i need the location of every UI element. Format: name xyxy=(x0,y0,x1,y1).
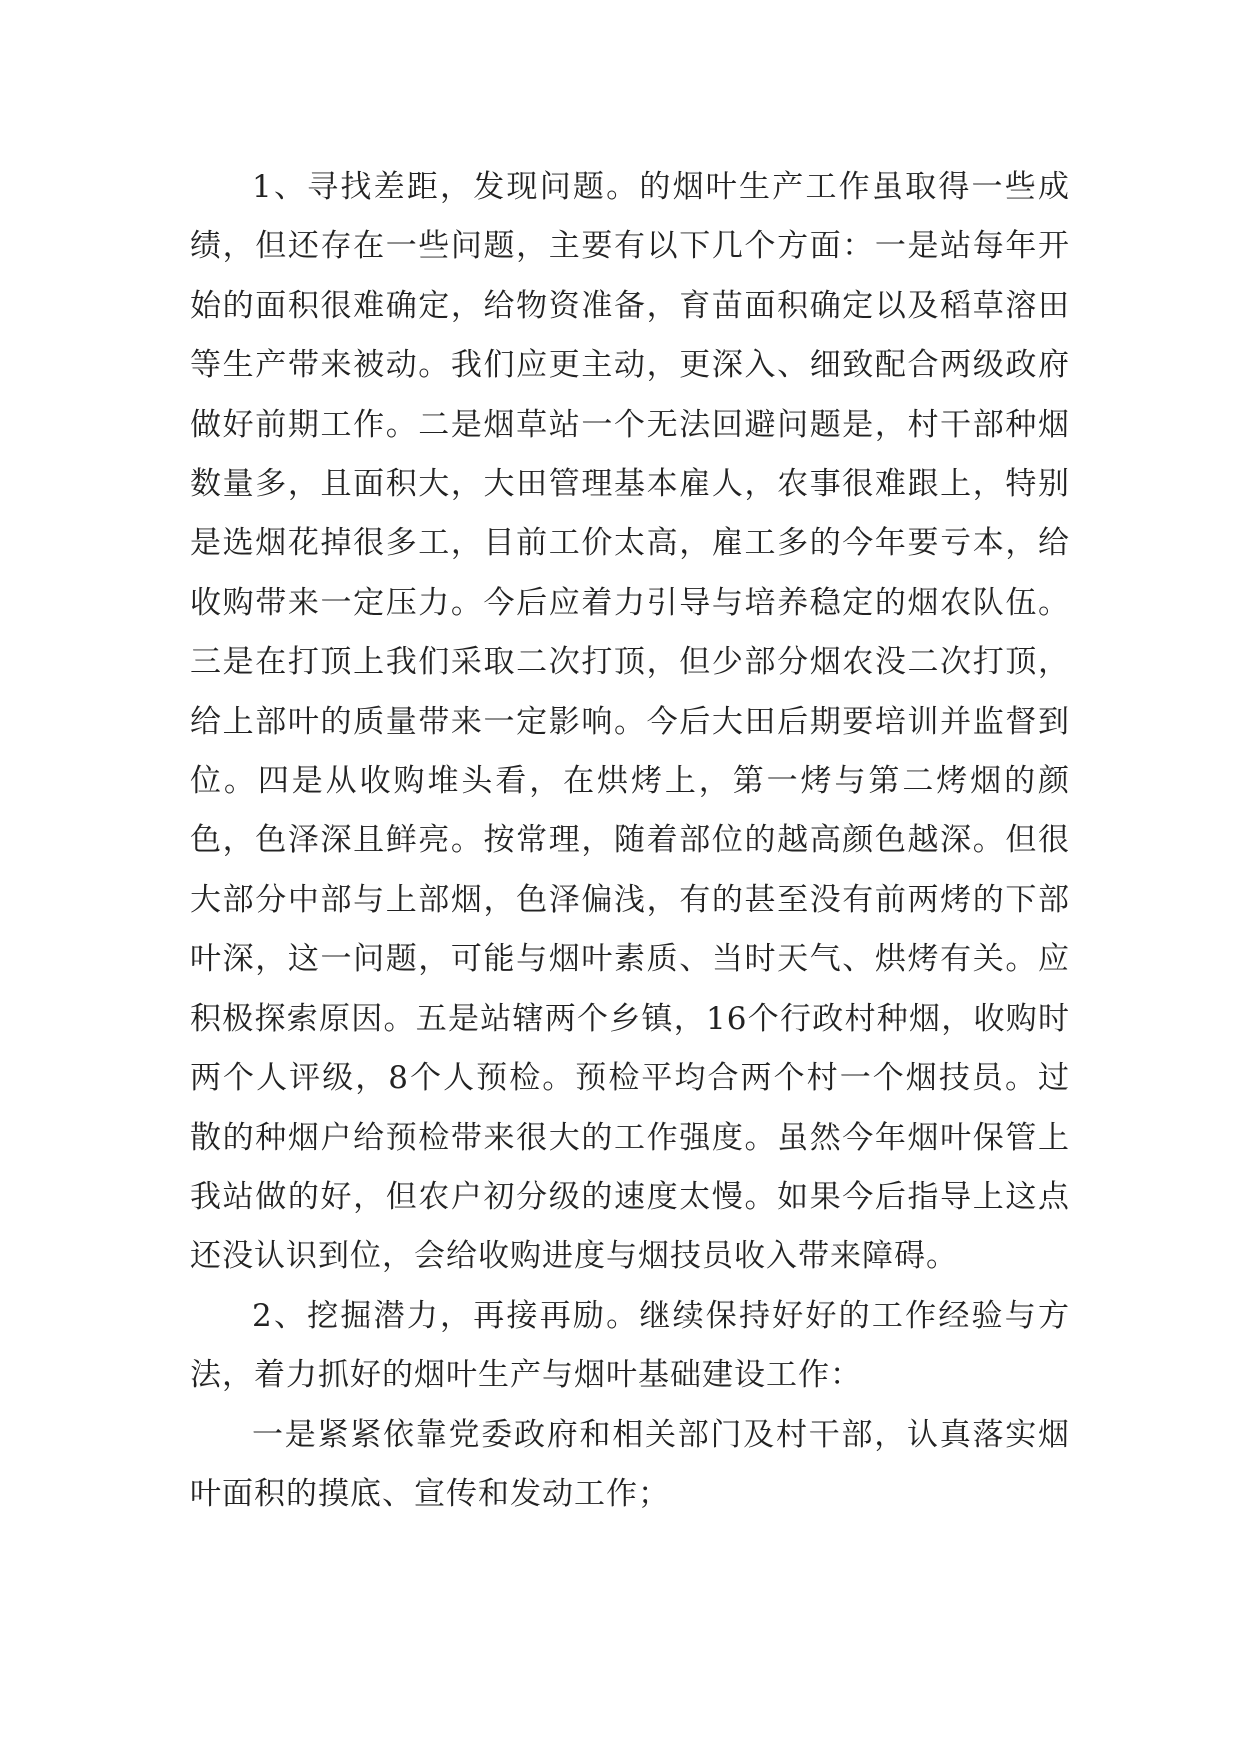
paragraph-measure-one: 一是紧紧依靠党委政府和相关部门及村干部，认真落实烟叶面积的摸底、宣传和发动工作； xyxy=(190,1416,1070,1512)
paragraph-potential: 2、挖掘潜力，再接再励。继续保持好好的工作经验与方法，着力抓好的烟叶生产与烟叶基础建设工作： xyxy=(190,1297,1070,1394)
document-body xyxy=(190,158,1070,1524)
paragraph-problems: 1、寻找差距，发现问题。的烟叶生产工作虽取得一些成绩，但还存在一些问题，主要有以下几个方面：一是站每年开始的面积很难确定，给物资准备，育苗面积确定以及稻草溶田等生产带来被动。我们应更主动，更深入、细致配合两级政府做好前期工作。二是烟草站一个无法回避问题是，村干部种烟数量多，且面积大，大田管理基本雇人，农事很难跟上，特别是选烟花掉很多工，目前工价太高，雇工多的今年要亏本，给收购带来一定压力。今后应着力引导与培养稳定的烟农队伍。三是在打顶上我们采取二次打顶，但少部分烟农没二次打顶，给上部叶的质量带来一定影响。今后大田后期要培训并监督到位。四是从收购堆头看，在烘烤上，第一烤与第二烤烟的颜色，色泽深且鲜亮。按常理，随着部位的越高颜色越深。但很大部分中部与上部烟，色泽偏浅，有的甚至没有前两烤的下部叶深，这一问题，可能与烟叶素质、当时天气、烘烤有关。应积极探索原因。五是站辖两个乡镇，16个行政村种烟，收购时两个人评级，8个人预检。预检平均合两个村一个烟技员。过散的种烟户给预检带来很大的工作强度。虽然今年烟叶保管上我站做的好，但农户初分级的速度太慢。如果今后指导上这点还没认识到位，会给收购进度与烟技员收入带来障碍。 xyxy=(190,169,1070,1275)
